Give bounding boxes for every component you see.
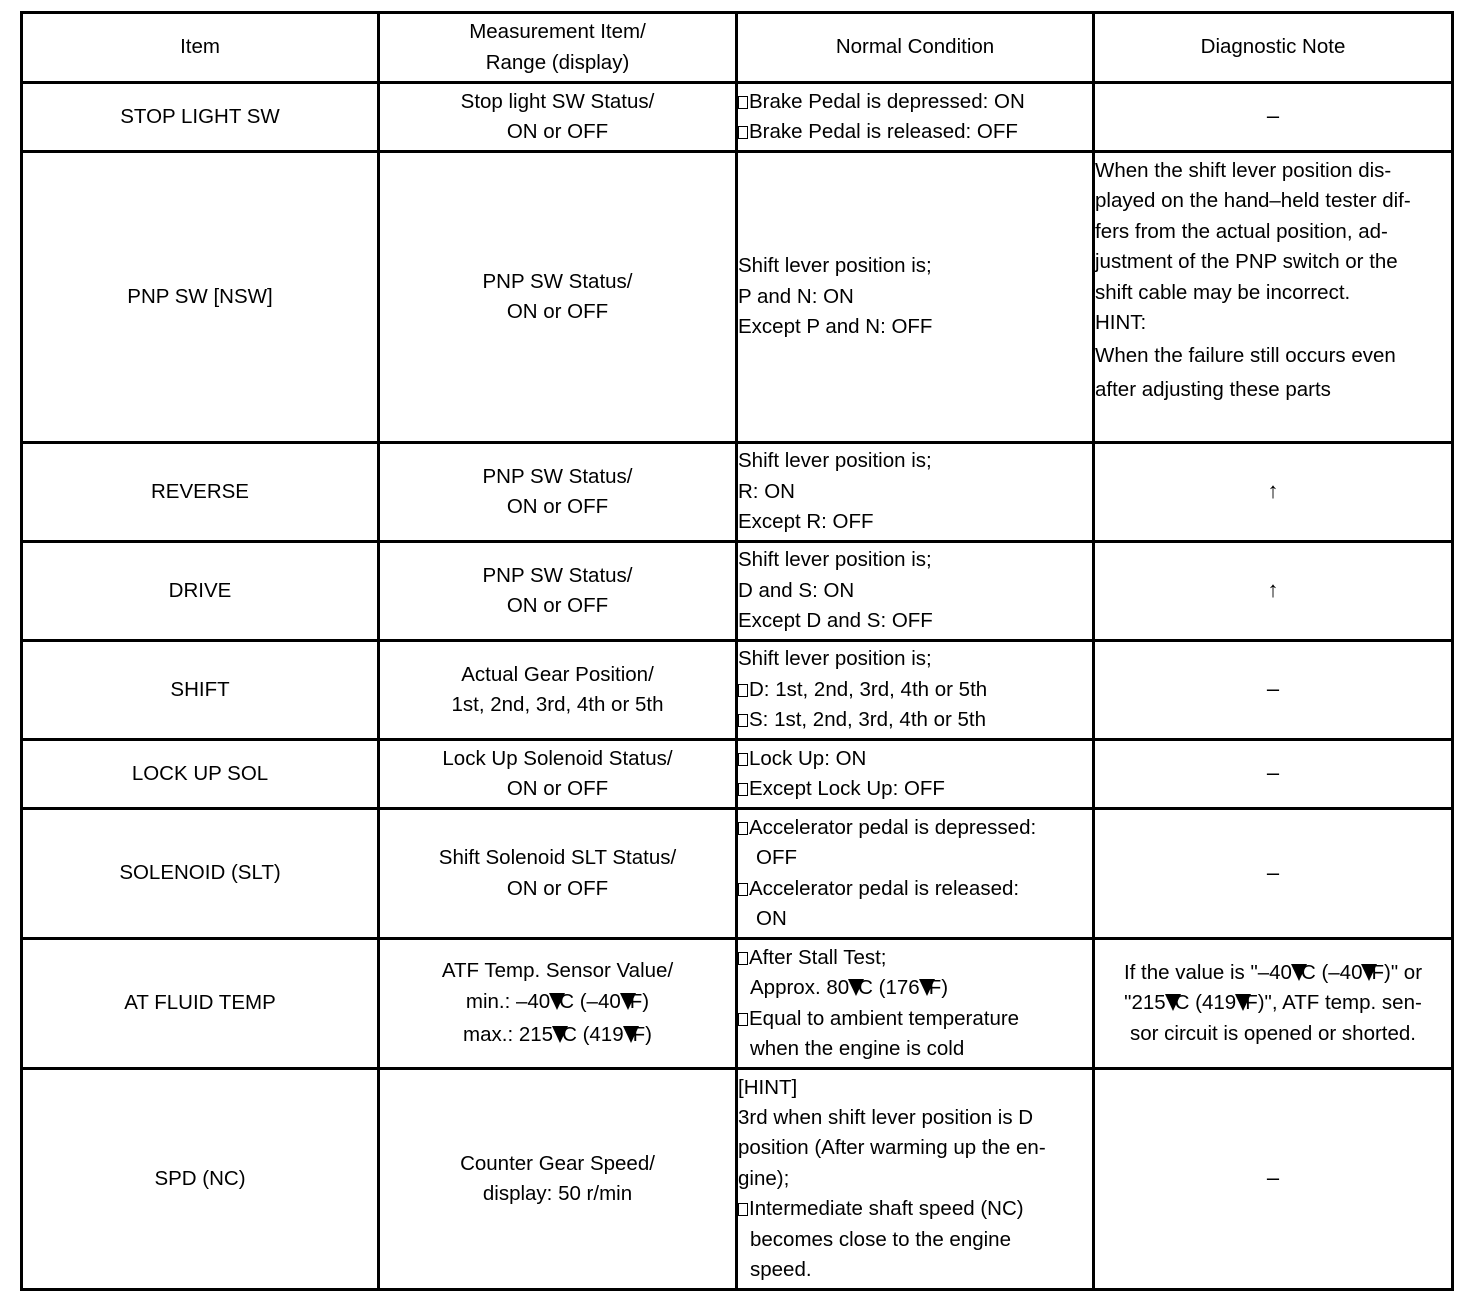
diagnostic-note-cell xyxy=(1094,740,1453,809)
measurement-cell xyxy=(379,83,737,152)
measurement-line: Counter Gear Speed/ xyxy=(460,1151,655,1175)
diagnostic-note-cell xyxy=(1094,809,1453,939)
checkbox-icon xyxy=(738,783,748,796)
measurement-line: Actual Gear Position/ xyxy=(461,662,654,686)
measurement-cell xyxy=(379,641,737,740)
condition-line xyxy=(738,774,1092,804)
diagnostic-note-cell xyxy=(1094,152,1453,443)
measurement-line: PNP SW Status/ xyxy=(482,563,633,587)
condition-line: P and N: ON xyxy=(738,284,854,308)
normal-condition-cell xyxy=(737,939,1094,1069)
checkbox-icon xyxy=(738,952,748,965)
measurement-line: PNP SW Status/ xyxy=(482,269,633,293)
table-row xyxy=(22,83,1453,152)
condition-line: Shift lever position is; xyxy=(738,254,932,278)
note-text: "215 xyxy=(1124,991,1166,1015)
condition-line: OFF xyxy=(756,846,797,870)
note-text: C (–40 xyxy=(1300,960,1363,984)
condition-line xyxy=(738,1004,1092,1034)
condition-line xyxy=(738,813,1092,843)
condition-line: gine); xyxy=(738,1166,790,1190)
checkbox-icon xyxy=(738,822,748,835)
measurement-line xyxy=(380,987,735,1017)
diagnostic-note-cell xyxy=(1094,939,1453,1069)
header-measurement-line2: Range (display) xyxy=(485,50,630,74)
note-line: sor circuit is opened or shorted. xyxy=(1130,1021,1416,1045)
measurement-text: C (–40 xyxy=(559,989,621,1013)
measurement-line: 1st, 2nd, 3rd, 4th or 5th xyxy=(451,693,664,716)
condition-text: Brake Pedal is depressed: ON xyxy=(749,89,1025,113)
condition-line: Shift lever position is; xyxy=(738,548,932,572)
note-line: When the shift lever position dis- xyxy=(1095,159,1392,182)
checkbox-icon xyxy=(738,753,748,766)
note-text: If the value is "–40 xyxy=(1123,960,1292,984)
diagnostic-note-cell xyxy=(1094,83,1453,152)
condition-line: 3rd when shift lever position is D xyxy=(738,1105,1034,1129)
item-cell: DRIVE xyxy=(22,542,379,641)
condition-line: R: ON xyxy=(738,479,795,503)
table-row xyxy=(22,443,1453,542)
measurement-line: ON or OFF xyxy=(506,777,609,800)
table-row xyxy=(22,740,1453,809)
condition-text: S: 1st, 2nd, 3rd, 4th or 5th xyxy=(749,708,987,732)
normal-condition-cell xyxy=(737,152,1094,443)
condition-line: Except R: OFF xyxy=(738,510,874,534)
condition-text: Intermediate shaft speed (NC) xyxy=(749,1197,1024,1221)
measurement-cell xyxy=(379,809,737,939)
item-cell: STOP LIGHT SW xyxy=(22,83,379,152)
condition-line: when the engine is cold xyxy=(750,1036,965,1060)
measurement-text: max.: 215 xyxy=(463,1023,554,1047)
diagnostic-note-cell xyxy=(1094,542,1453,641)
item-cell: SPD (NC) xyxy=(22,1069,379,1290)
dash-icon: – xyxy=(1266,103,1280,129)
condition-line xyxy=(738,705,1092,735)
item-cell: REVERSE xyxy=(22,443,379,542)
table-row xyxy=(22,939,1453,1069)
condition-line xyxy=(738,87,1092,117)
checkbox-icon xyxy=(738,126,748,139)
item-cell: SOLENOID (SLT) xyxy=(22,809,379,939)
condition-text: Approx. 80 xyxy=(750,976,850,1000)
dash-icon: – xyxy=(1266,760,1280,786)
diagnostic-note-cell xyxy=(1094,641,1453,740)
measurement-cell xyxy=(379,443,737,542)
note-line: When the failure still occurs even xyxy=(1095,344,1396,368)
note-text: F)" or xyxy=(1371,960,1423,984)
measurement-line xyxy=(380,1020,735,1050)
note-line xyxy=(1095,958,1451,988)
measurement-cell xyxy=(379,152,737,443)
header-row xyxy=(22,13,1453,83)
condition-line: speed. xyxy=(750,1258,812,1282)
normal-condition-cell xyxy=(737,740,1094,809)
normal-condition-cell xyxy=(737,809,1094,939)
checkbox-icon xyxy=(738,1013,748,1026)
condition-hint-label: [HINT] xyxy=(738,1075,798,1099)
note-line xyxy=(1095,988,1451,1018)
condition-text: Equal to ambient temperature xyxy=(749,1006,1020,1030)
condition-line xyxy=(738,874,1092,904)
note-line: after adjusting these parts xyxy=(1095,377,1331,401)
condition-line xyxy=(738,675,1092,705)
measurement-text: F) xyxy=(632,1023,652,1047)
note-text: F)", ATF temp. sen- xyxy=(1245,991,1422,1015)
condition-line: D and S: ON xyxy=(738,578,855,602)
note-line: fers from the actual position, ad- xyxy=(1095,219,1388,243)
normal-condition-cell xyxy=(737,1069,1094,1290)
condition-text: F) xyxy=(928,976,949,1000)
checkbox-icon xyxy=(738,96,748,109)
table-row xyxy=(22,1069,1453,1290)
measurement-line: ON or OFF xyxy=(506,594,609,617)
condition-line xyxy=(738,117,1092,147)
measurement-line: ON or OFF xyxy=(506,120,609,143)
measurement-line: ON or OFF xyxy=(506,495,609,518)
condition-text: Except Lock Up: OFF xyxy=(749,777,945,800)
condition-text: D: 1st, 2nd, 3rd, 4th or 5th xyxy=(749,677,988,701)
condition-line: Shift lever position is; xyxy=(738,449,932,473)
condition-text: C (176 xyxy=(858,976,920,1000)
measurement-line: Stop light SW Status/ xyxy=(460,89,655,113)
checkbox-icon xyxy=(738,1203,748,1216)
header-normal-condition: Normal Condition xyxy=(737,13,1094,83)
measurement-text: min.: –40 xyxy=(465,989,551,1013)
header-measurement-line1: Measurement Item/ xyxy=(469,20,646,44)
condition-line: becomes close to the engine xyxy=(750,1227,1011,1251)
table-row xyxy=(22,641,1453,740)
normal-condition-cell xyxy=(737,542,1094,641)
up-arrow-icon: ↑ xyxy=(1267,577,1279,603)
measurement-cell xyxy=(379,740,737,809)
normal-condition-cell xyxy=(737,641,1094,740)
measurement-line: display: 50 r/min xyxy=(482,1182,633,1205)
diagnostic-note-cell xyxy=(1094,443,1453,542)
normal-condition-cell xyxy=(737,83,1094,152)
header-item: Item xyxy=(22,13,379,83)
note-line: justment of the PNP switch or the xyxy=(1095,250,1398,274)
measurement-line: Shift Solenoid SLT Status/ xyxy=(438,846,677,870)
measurement-line: ON or OFF xyxy=(506,876,609,900)
measurement-line: ON or OFF xyxy=(506,300,609,323)
condition-line: position (After warming up the en- xyxy=(738,1136,1046,1160)
measurement-text: C (419 xyxy=(562,1023,624,1047)
normal-condition-cell xyxy=(737,443,1094,542)
diagnostic-note-cell xyxy=(1094,1069,1453,1290)
measurement-text: F) xyxy=(629,989,650,1013)
note-line: played on the hand–held tester dif- xyxy=(1095,189,1411,213)
measurement-line: PNP SW Status/ xyxy=(482,464,633,488)
checkbox-icon xyxy=(738,883,748,896)
item-cell: PNP SW [NSW] xyxy=(22,152,379,443)
dash-icon: – xyxy=(1266,1165,1280,1191)
condition-line xyxy=(738,973,1092,1003)
condition-line: Except D and S: OFF xyxy=(738,609,933,633)
measurement-cell xyxy=(379,939,737,1069)
condition-line: Shift lever position is; xyxy=(738,647,932,671)
note-hint-label: HINT: xyxy=(1095,311,1147,335)
condition-text: Lock Up: ON xyxy=(749,746,867,770)
up-arrow-icon: ↑ xyxy=(1267,478,1279,504)
header-measurement xyxy=(379,13,737,83)
condition-line xyxy=(738,943,1092,973)
condition-text: Brake Pedal is released: OFF xyxy=(749,120,1018,143)
note-text: C (419 xyxy=(1174,991,1237,1015)
measurement-cell xyxy=(379,542,737,641)
diagnostic-data-table xyxy=(20,11,1454,1291)
checkbox-icon xyxy=(738,714,748,727)
checkbox-icon xyxy=(738,684,748,697)
table-row xyxy=(22,152,1453,443)
condition-text: Accelerator pedal is depressed: xyxy=(749,815,1037,839)
measurement-line: Lock Up Solenoid Status/ xyxy=(442,746,673,770)
note-line: shift cable may be incorrect. xyxy=(1095,280,1351,304)
dash-icon: – xyxy=(1266,859,1280,885)
header-diagnostic-note: Diagnostic Note xyxy=(1094,13,1453,83)
condition-line xyxy=(738,744,1092,774)
condition-line: ON xyxy=(756,906,787,930)
item-cell: LOCK UP SOL xyxy=(22,740,379,809)
condition-text: Accelerator pedal is released: xyxy=(749,876,1020,900)
measurement-line: ATF Temp. Sensor Value/ xyxy=(441,959,674,983)
condition-text: After Stall Test; xyxy=(749,945,887,969)
table-row xyxy=(22,542,1453,641)
measurement-cell xyxy=(379,1069,737,1290)
table-row xyxy=(22,809,1453,939)
condition-line: Except P and N: OFF xyxy=(738,315,933,339)
item-cell: SHIFT xyxy=(22,641,379,740)
item-cell: AT FLUID TEMP xyxy=(22,939,379,1069)
dash-icon: – xyxy=(1266,676,1280,702)
condition-line xyxy=(738,1194,1092,1224)
